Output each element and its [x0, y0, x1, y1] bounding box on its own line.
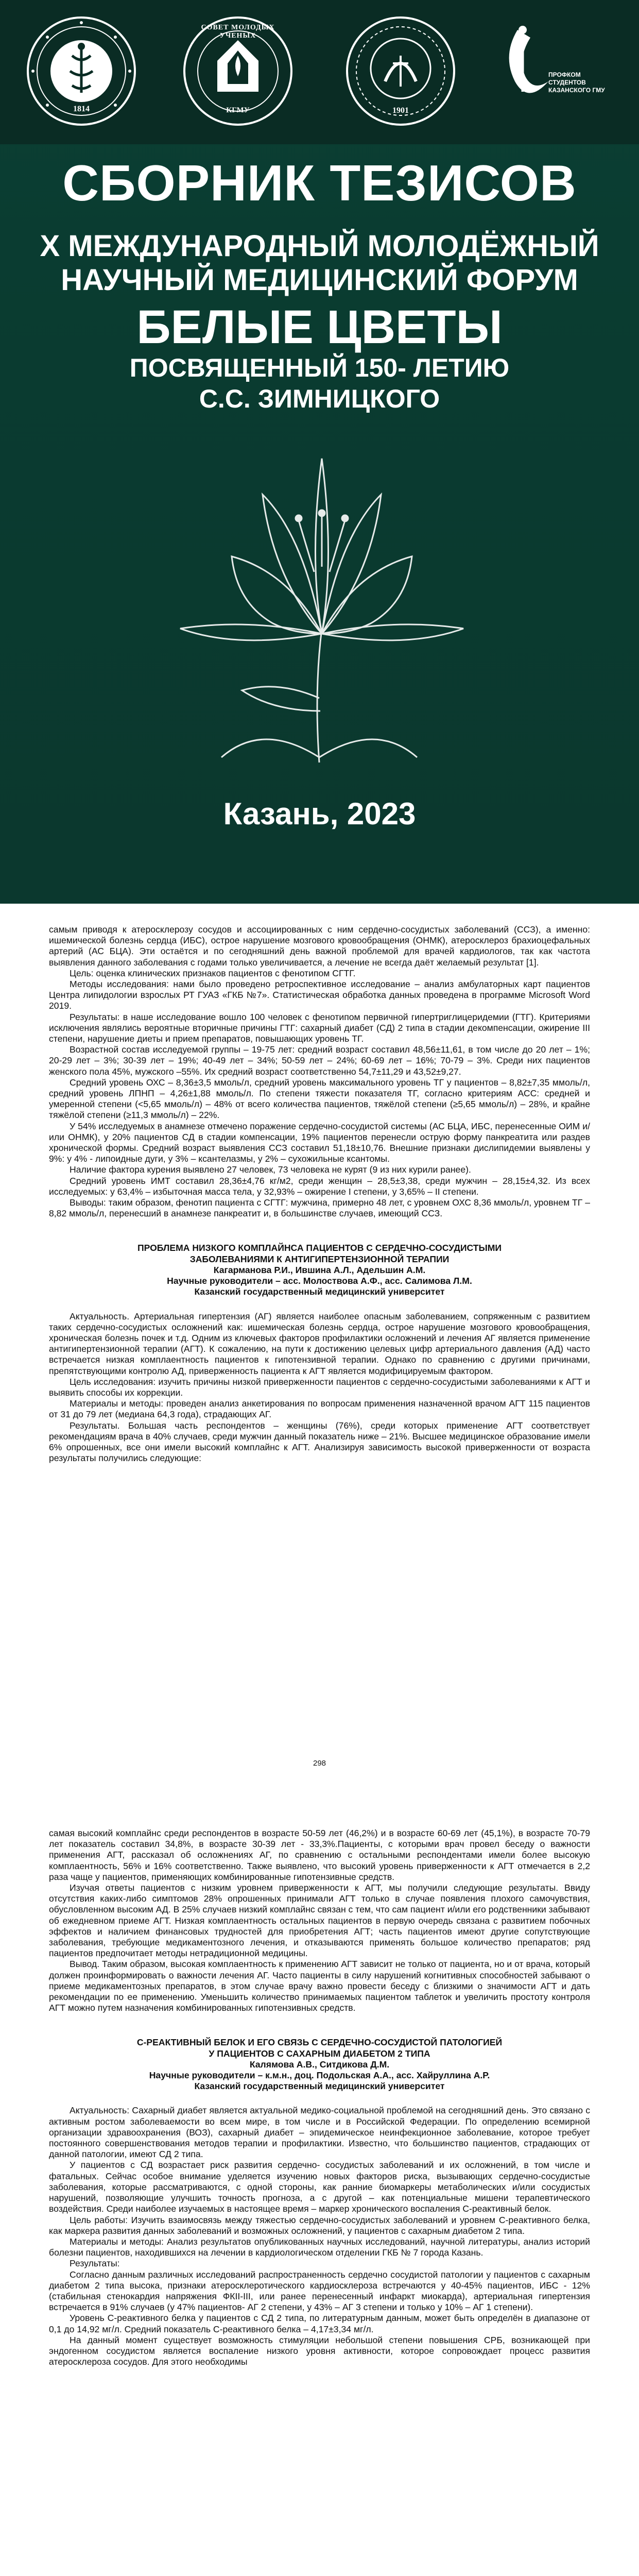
abstract-title-line2: ЗАБОЛЕВАНИЯМИ К АНТИГИПЕРТЕНЗИОННОЙ ТЕРАПИИ — [189, 1253, 450, 1264]
student-union-caption: ПРОФКОМ СТУДЕНТОВ КАЗАНСКОГО ГМУ — [548, 71, 605, 94]
paragraph: Результаты. Большая часть респондентов – женщины (76%), среди которых применение АГТ соответствует рекомендациям врача в 40% случаев, среди мужчин данный показатель ниже – 21%. Высшее медицинское образование имели 6% опрошенных, все они имели высокий комплайнс к АГТ. Анализируя зависимость высокой приверженности от возраста результаты получились следующие: — [49, 1420, 590, 1464]
paragraph: Цель: оценка клинических признаков пациентов с фенотипом СГТГ. — [70, 968, 356, 978]
paragraph: У пациентов с СД возрастает риск развития сердечно- сосудистых заболеваний и их осложнений, в том числе и фатальных. Сейчас особое внимание уделяется изучению новых факторов риска, вызывающих сердечно-сосудистые заболевания, которые рассматриваются, с одной стороны, как ранние биомаркеры метаболических и/или сосудистых нарушений, позволяющие улучшить точность прогноза, а с другой – как потенциальные мишени терапевтического воздействия. Среди наиболее изучаемых в настоящее время – маркер хронического воспаления С-реактивный белок. — [49, 2160, 590, 2214]
collection-title: СБОРНИК ТЕЗИСОВ — [62, 155, 577, 211]
logo-band — [0, 0, 639, 144]
paragraph: Изучая ответы пациентов с низким уровнем приверженности к АГТ, мы получили следующие результаты. Ввиду отсутствия каких-либо симптомов 28% опрошенных принимали АГТ только в случае появления плохого самочувствия, обусловленном высоким АД. В 25% случаев низкий комплайнс связан с тем, что сам пациент и/или его родственники забывают об ежедневном приеме АГТ. Низкая комплаентность остальных пациентов в первую очередь связана с развитием побочных эффектов и наличием финансовых трудностей для приобретения АГТ; часть пациентов имеют другие сопутствующие заболевания, требующие медикаментозного лечения, и отказываются применять большое количество препаратов; ряд пациентов предпочитает методы нетрадиционной медицины. — [49, 1883, 590, 1959]
abstract-title-line1: ПРОБЛЕМА НИЗКОГО КОМПЛАЙНСА ПАЦИЕНТОВ С СЕРДЕЧНО-СОСУДИСТЫМИ — [137, 1243, 502, 1253]
paragraph: Методы исследования: нами было проведено ретроспективное исследование – анализ амбулаторных карт пациентов Центра липидологии взрослых РТ ГУАЗ «ГКБ №7». Статистическая обработка данных проведена в программе Microsoft Word 2019. — [49, 979, 590, 1011]
abstract-authors: Кагарманова Р.И., Ившина А.Л., Адельшин А.М. — [213, 1264, 426, 1275]
abstract-supervisors: Научные руководители – асс. Молоствова А.Ф., асс. Салимова Л.М. — [167, 1276, 472, 1286]
paragraph: Выводы: таким образом, фенотип пациента с СГТГ: мужчина, примерно 48 лет, с уровнем ОХС 8,36 ммоль/л, уровнем ТГ – 8,82 ммоль/л, перенесший в анамнезе панкреатит и, в большинстве случаев, имеющий ССЗ. — [49, 1197, 590, 1219]
paragraph: На данный момент существует возможность стимуляции небольшой степени повышения СРБ, возникающей при эндогенном сосудистом является воспаление низкого уровня активности, которое сопровождает процесс развития атеросклероза сосудов. Для этого необходимы — [49, 2334, 590, 2367]
page-299 — [0, 1807, 639, 2576]
paragraph: Актуальность: Сахарный диабет является актуальной медико-социальной проблемой на сегодняшний день. Это связано с активным ростом заболеваемости во всем мире, в том числе и в Российской Федерации. По определению всемирной организации здравоохранения (ВОЗ), сахарный диабет – эпидемическое неинфекционное заболевание, которое требует постоянного совершенствования методов терапии и профилактики. Известно, что большинство пациентов, страдающих от данной патологии, имеют СД 2 типа. — [49, 2105, 590, 2160]
council-caption: СОВЕТ МОЛОДЫХ УЧЕНЫХ — [201, 24, 275, 40]
abstract-university: Казанский государственный медицинский университет — [194, 1286, 445, 1297]
paragraph: Материалы и методы: Анализ результатов опубликованных научных исследований, научной литературы, анализ историй болезни пациентов, находившихся на лечении в кардиологическом отделении ГКБ № 7 города Казань. — [49, 2236, 590, 2258]
cover-page — [0, 0, 639, 904]
council-acronym: КГМУ — [226, 106, 250, 114]
university-seal-logo — [25, 14, 138, 128]
dedication-line: ПОСВЯЩЕННЫЙ 150- ЛЕТИЮ — [129, 353, 510, 382]
abstract-authors: Калямова А.В., Ситдикова Д.М. — [249, 2059, 390, 2070]
dedicated-person: С.С. ЗИМНИЦКОГО — [199, 384, 440, 413]
page-299-text — [49, 1828, 590, 2367]
student-union-logo — [492, 14, 615, 128]
abstract-title-line1: С-РЕАКТИВНЫЙ БЕЛОК И ЕГО СВЯЗЬ С СЕРДЕЧНО-СОСУДИСТОЙ ПАТОЛОГИЕЙ — [136, 2037, 503, 2048]
paragraph: Средний уровень ИМТ составил 28,36±4,76 кг/м2, среди женщин – 28,5±3,38, среди мужчин – 28,15±4,32. Из всех исследуемых: у 63,4% – избыточная масса тела, у 32,93% – ожирение I степени, у 3,65% – II степени. — [49, 1175, 590, 1197]
paragraph: Вывод. Таким образом, высокая комплаентность к применению АГТ зависит не только от пациента, но и от врача, который должен проинформировать о важности лечения АГ. Часто пациенты в силу нарушений когнитивных способностей забывают о приеме медикаментозных препаратов, в этом случае врачу важно провести беседу с близкими о значимости АГТ и дать рекомендации по ее применению. Уменьшить количество принимаемых пациентом таблеток и увеличить простоту контроля АГТ можно путем назначения комбинированных гипотензивных средств. — [49, 1959, 590, 2013]
paragraph: Результаты: — [70, 2258, 120, 2269]
paragraph: Наличие фактора курения выявлено 27 человек, 73 человека не курят (9 из них курили ранее). — [70, 1164, 471, 1175]
city-year: Казань, 2023 — [223, 796, 416, 831]
forum-title-line2: НАУЧНЫЙ МЕДИЦИНСКИЙ ФОРУМ — [61, 263, 578, 297]
paragraph: Возрастной состав исследуемой группы – 19-75 лет: средний возраст составил 48,56±11,61, в том числе до 20 лет – 1%; 20-29 лет – 3%; 30-39 лет – 19%; 40-49 лет – 34%; 50-59 лет – 24%; 60-69 лет – 16%; 70-79 – 3%. Среди них пациентов женского пола 45%, мужского –55%. Их средний возраст соответственно 54,7±11,29 и 43,52±9,27. — [49, 1044, 590, 1077]
paragraph: Актуальность. Артериальная гипертензия (АГ) является наиболее опасным заболеванием, сопряженным с развитием таких сердечно-сосудистых осложнений как: ишемическая болезнь сердца, острое нарушение мозгового кровообращения, хроническая болезнь почек и т.д. Одним из ключевых факторов профилактики осложнений и лечения АГ является применение антигипертензионной терапии (АГТ). К сожалению, на пути к достижению целевых цифр артериального давления (АД) часто встречается низкая комплаентность пациентов к гипотензивной терапии. Однако по сравнению с другими причинами, препятствующими контролю АД, приверженность пациента к АГТ является модифицируемым фактором. — [49, 1311, 590, 1376]
lily-flower-icon — [118, 402, 520, 773]
paragraph: Уровень С-реактивного белка у пациентов с СД 2 типа, по литературным данным, может быть определён в диапазоне от 0,1 до 14,92 мг/л. Средний показатель С-реактивного белка – 4,17±3,34 мг/л. — [49, 2313, 590, 2334]
paragraph: Материалы и методы: проведен анализ анкетирования по вопросам применения назначенной врачом АГТ 115 пациентов от 31 до 79 лет (медиана 64,3 года), страдающих АГ. — [49, 1398, 590, 1420]
society-seal-year: 1901 — [392, 106, 409, 115]
abstract-university: Казанский государственный медицинский университет — [194, 2081, 445, 2092]
paragraph: Цель работы: Изучить взаимосвязь между тяжестью сердечно-сосудистых заболеваний и уровнем С-реактивного белка, как маркера развития данных заболеваний и возможных осложнений, у пациентов с сахарным диабетом 2 типа. — [49, 2214, 590, 2236]
abstract-title-line2: У ПАЦИЕНТОВ С САХАРНЫМ ДИАБЕТОМ 2 ТИПА — [209, 2048, 430, 2059]
society-seal-logo — [344, 14, 457, 128]
page-298-text — [49, 924, 590, 1464]
paragraph: Согласно данным различных исследований распространенность сердечно сосудистой патологии у пациентов с сахарным диабетом 2 типа высока, признаки атеросклеротического кардиосклероза встречаются у 40-45% пациентов, ИБС - 12% (стабильная стенокардия напряжения ФКII-III, или ранее перенесенный инфаркт миокарда), артериальная гипертензия встречается в 91% случаев (у 47% пациентов- АГ 2 степени, у 43% – АГ 3 степени и только у 10% – АГ 1 степени). — [49, 2269, 590, 2313]
forum-title-line1: X МЕЖДУНАРОДНЫЙ МОЛОДЁЖНЫЙ — [40, 229, 599, 263]
paragraph: У 54% исследуемых в анамнезе отмечено поражение сердечно-сосудистой системы (АС БЦА, ИБС, перенесенные ОИМ и/или ОНМК), у 20% пациентов СД в стадии компенсации, 19% пациентов перенесли острую форму панкреатита или раздев хронической формы. Средний возраст выявления ССЗ составил 51,18±10,76. Внешние признаки дислипидемии выявлены у 9%: у 4% - липоидные дуги, у 3% – ксантелазмы, у 2% – сухожильные ксантомы. — [49, 1121, 590, 1164]
paragraph: самым приводя к атеросклерозу сосудов и ассоциированных с ним сердечно-сосудистых заболеваний (ССЗ), а именно: ишемической болезнь сердца (ИБС), острое нарушение мозгового кровообращения (ОНМК), атеросклероз брахиоцефальных артерий (АС БЦА). Эти остаётся и по сегодняшний день важной проблемой для врачей кардиологов, так как частота выявления данного заболевания с годами только увеличивается, а лечение не всегда даёт желаемый результат [1]. — [49, 924, 590, 968]
page-number: 298 — [313, 1759, 326, 1768]
paragraph: Цель исследования: изучить причины низкой приверженности пациентов с сердечно-сосудистыми заболеваниями к АГТ и выявить способы их коррекции. — [49, 1376, 590, 1398]
seal-year: 1814 — [73, 105, 90, 113]
abstract-supervisors: Научные руководители – к.м.н., доц. Подольская А.А., асс. Хайруллина А.Р. — [149, 2070, 490, 2081]
forum-name: БЕЛЫЕ ЦВЕТЫ — [136, 301, 503, 353]
paragraph: Средний уровень ОХС – 8,36±3,5 ммоль/л, средний уровень максимального уровень ТГ у пациентов – 8,82±7,35 ммоль/л, средний уровень ЛПНП – 4,26±1,88 ммоль/л. По степени тяжести показателя ТГ, согласно критериям АСС: средней и умеренной степени (<5,65 ммоль/л) – 48% от всего количества пациентов, тяжёлой степени (≥5,65 ммоль/л) – 28%, и крайне тяжёлой степени (≥11,3 ммоль/л) – 22%. — [49, 1077, 590, 1121]
paragraph: самая высокий комплайнс среди респондентов в возрасте 50-59 лет (46,2%) и в возрасте 60-69 лет (45,1%), в возрасте 70-79 лет показатель составил 34,8%, в возрасте 30-39 лет - 33,3%.Пациенты, с которыми врач провел беседу о важности применения АГТ, рассказал об осложнениях АГ, по сравнению с остальными респондентами имели более высокую комплаентность, 56% и 16% соответственно. Также выявлено, что высокий уровень приверженности к АГТ отмечается в 2,2 раза чаще у пациентов, применяющих комбинированные гипотензивные средств. — [49, 1828, 590, 1882]
page-298 — [0, 904, 639, 1807]
abstract-heading — [49, 2037, 590, 2092]
abstract-heading — [49, 1243, 590, 1297]
paragraph: Результаты: в наше исследование вошло 100 человек с фенотипом первичной гипертриглицеридемии (ГТГ). Критериями исключения являлись вероятные вторичные причины ГТГ: сахарный диабет (СД) 2 типа в стадии декомпенсации, ожирение III степени, нарушение диеты и прием препаратов, повышающих уровень ТГ. — [49, 1011, 590, 1044]
council-logo — [181, 14, 295, 128]
